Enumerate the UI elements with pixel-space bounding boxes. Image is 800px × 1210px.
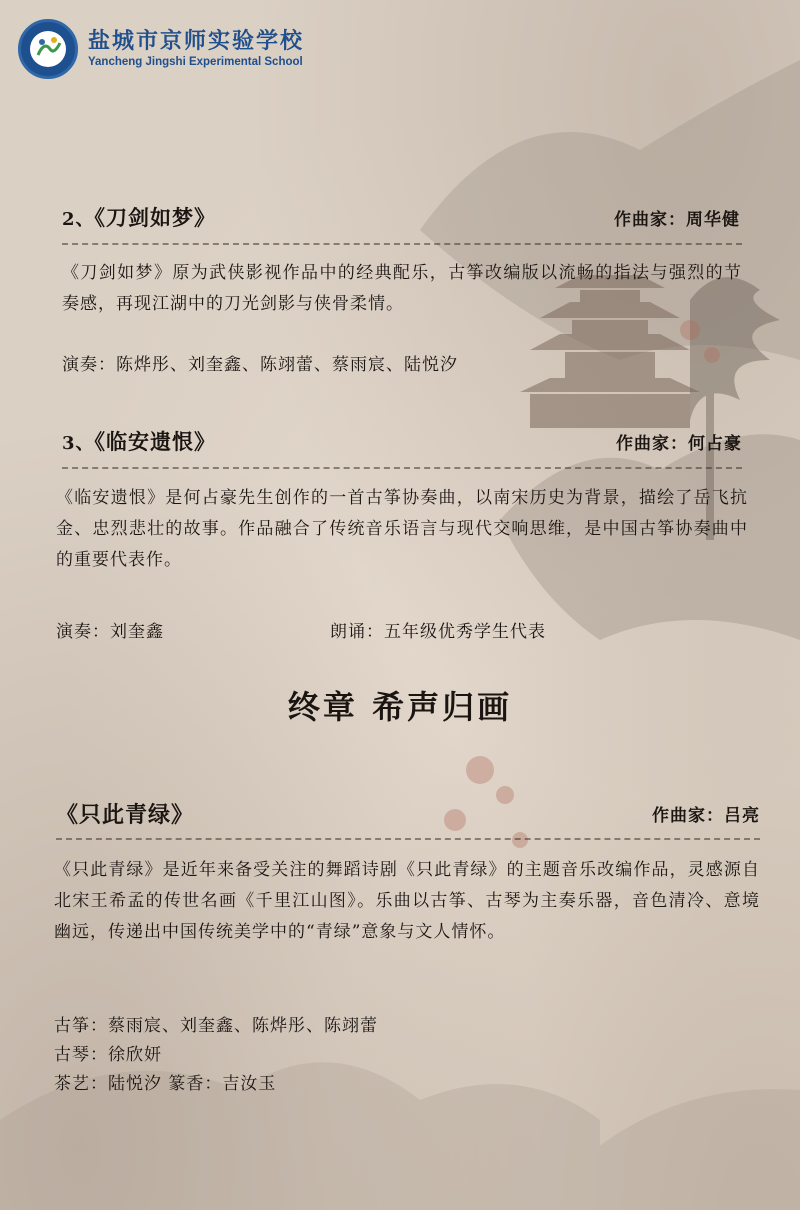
piece-header bbox=[62, 202, 740, 232]
piece-composer: 作曲家：周华健 bbox=[614, 209, 740, 230]
piece-number: 3、 bbox=[62, 433, 95, 454]
piece-number: 2、 bbox=[62, 209, 95, 230]
piece-recitation: 朗诵：五年级优秀学生代表 bbox=[330, 622, 546, 642]
school-header bbox=[18, 14, 304, 84]
school-name-cn: 盐城市京师实验学校 bbox=[88, 28, 305, 54]
piece-description: 《临安遗恨》是何占豪先生创作的一首古筝协奏曲，以南宋历史为背景，描绘了岳飞抗金、忠烈悲壮的故事。作品融合了传统音乐语言与现代交响思维，是中国古筝协奏曲中的重要代表作。 bbox=[56, 488, 748, 570]
piece-composer: 作曲家：吕亮 bbox=[652, 806, 760, 826]
credit-line: 古琴：徐欣妍 bbox=[54, 1045, 162, 1065]
piece-title bbox=[62, 202, 216, 232]
piece-composer: 作曲家：何占豪 bbox=[616, 433, 742, 454]
piece-description: 《只此青绿》是近年来备受关注的舞蹈诗剧《只此青绿》的主题音乐改编作品，灵感源自北宋王希孟的传世名画《千里江山图》。乐曲以古筝、古琴为主奏乐器，音色清冷、意境幽远，传递出中国传统美学中的“青绿”意象与文人情怀。 bbox=[54, 860, 760, 942]
piece-header bbox=[56, 798, 760, 829]
piece-header bbox=[62, 426, 742, 456]
piece-performers: 演奏：陈烨彤、刘奎鑫、陈翊蕾、蔡雨宸、陆悦汐 bbox=[62, 355, 458, 375]
piece-description: 《刀剑如梦》原为武侠影视作品中的经典配乐，古筝改编版以流畅的指法与强烈的节奏感，再现江湖中的刀光剑影与侠骨柔情。 bbox=[62, 263, 742, 314]
divider bbox=[62, 243, 742, 245]
school-name-en: Yancheng Jingshi Experimental School bbox=[88, 56, 303, 68]
piece-name: 《临安遗恨》 bbox=[94, 429, 217, 454]
piece-title bbox=[62, 426, 216, 456]
piece-title: 《只此青绿》 bbox=[56, 802, 195, 828]
credit-line: 茶艺：陆悦汐 篆香：吉汝玉 bbox=[54, 1074, 277, 1094]
chapter-title: 终章 希声归画 bbox=[287, 688, 513, 726]
divider bbox=[56, 838, 760, 840]
piece-performers: 演奏：刘奎鑫 bbox=[56, 622, 164, 642]
school-logo-icon bbox=[18, 19, 78, 79]
credit-line: 古筝：蔡雨宸、刘奎鑫、陈烨彤、陈翊蕾 bbox=[54, 1016, 378, 1036]
divider bbox=[62, 467, 742, 469]
piece-name: 《刀剑如梦》 bbox=[94, 205, 217, 230]
